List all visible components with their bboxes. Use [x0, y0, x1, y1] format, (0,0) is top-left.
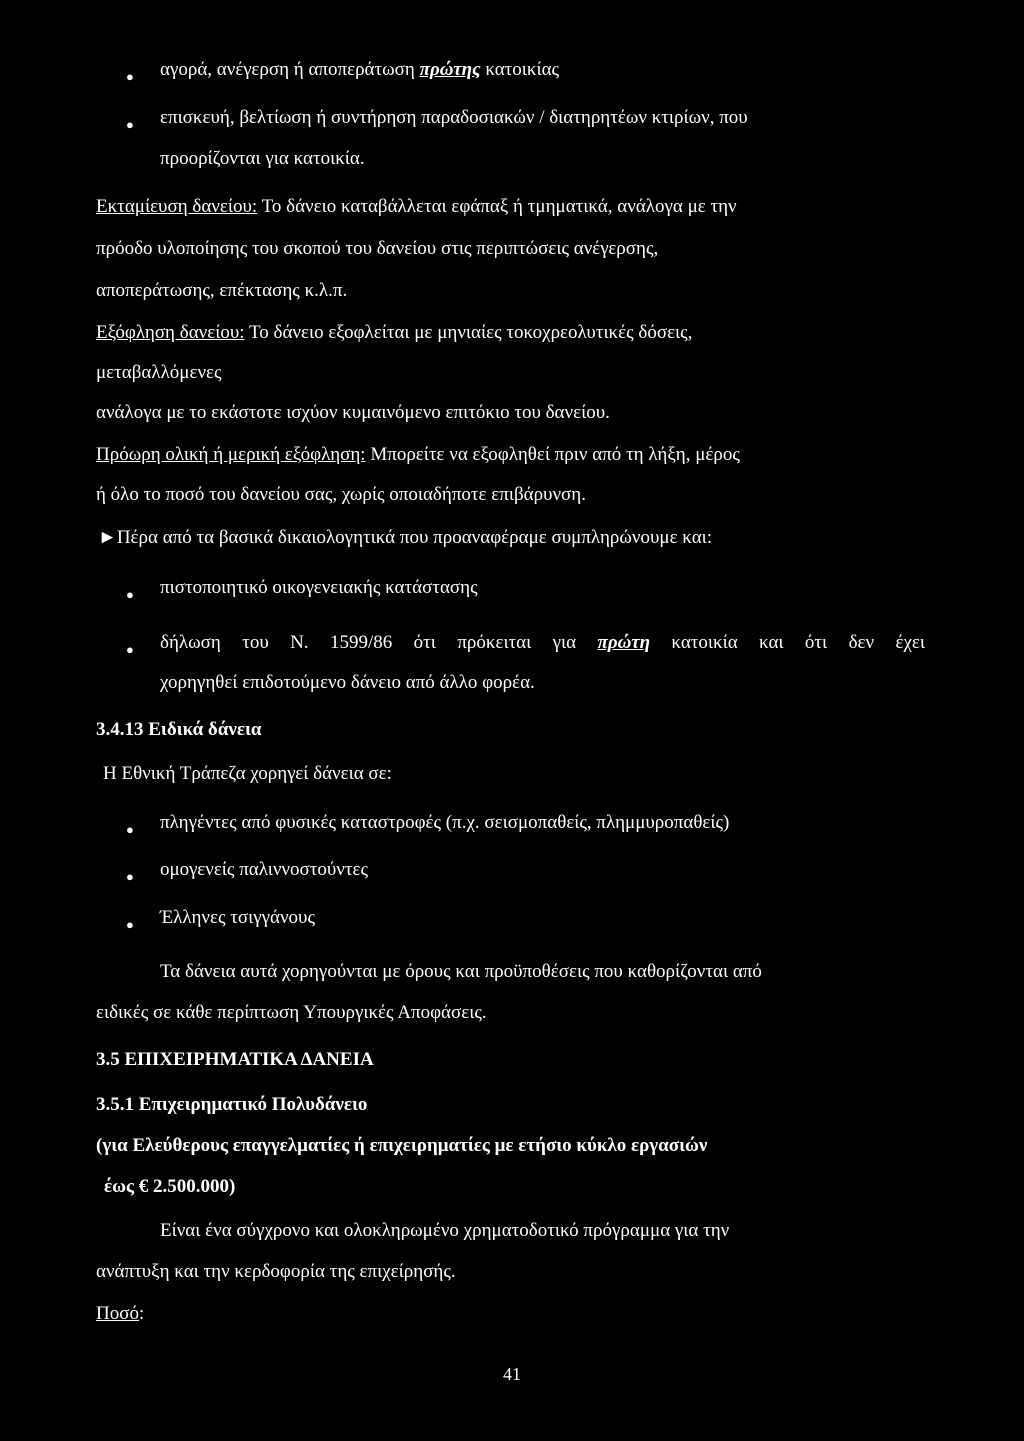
extra-documents-intro: ►Πέρα από τα βασικά δικαιολογητικά που προαναφέραμε συμπληρώνουμε και:	[98, 527, 713, 548]
page-number: 41	[503, 1364, 521, 1384]
bullet: ●	[126, 917, 134, 932]
subsection-subtitle: έως € 2.500.000)	[104, 1176, 236, 1197]
word: 1599/86	[330, 632, 393, 653]
emphasis-text: πρώτης	[419, 59, 481, 80]
bullet: ●	[126, 642, 134, 657]
bullet: ●	[126, 117, 134, 132]
disbursement-label: Εκταμίευση δανείου:	[96, 196, 258, 217]
list-item: επισκευή, βελτίωση ή συντήρηση παραδοσιακών / διατηρητέων κτιρίων, που	[160, 107, 748, 128]
word: ότι	[804, 632, 828, 653]
paragraph-line: ειδικές σε κάθε περίπτωση Υπουργικές Αποφάσεις.	[96, 1002, 487, 1023]
word: δεν	[848, 632, 875, 653]
arrow-right-icon: ►	[98, 527, 117, 548]
bullet: ●	[126, 69, 134, 84]
paragraph-line: ανάλογα με το εκάστοτε ισχύον κυμαινόμενο επιτόκιο του δανείου.	[96, 402, 610, 423]
paragraph-line: Τα δάνεια αυτά χορηγούνται με όρους και προϋποθέσεις που καθορίζονται από	[160, 961, 762, 982]
word: για	[552, 632, 577, 653]
list-item-continuation: προορίζονται για κατοικία.	[160, 148, 365, 169]
list-item: πιστοποιητικό οικογενειακής κατάστασης	[160, 577, 478, 598]
paragraph-line: αποπεράτωσης, επέκτασης κ.λ.π.	[96, 280, 348, 301]
list-item: ομογενείς παλιννοστούντες	[160, 859, 369, 880]
prepayment-paragraph: Πρόωρη ολική ή μερική εξόφληση: Μπορείτε να εξοφληθεί πριν από τη λήξη, μέρος	[96, 444, 740, 465]
word: Ν.	[290, 632, 309, 653]
word: έχει	[895, 632, 925, 653]
paragraph-line: ανάπτυξη και την κερδοφορία της επιχείρησής.	[96, 1261, 456, 1282]
list-item: Έλληνες τσιγγάνους	[160, 907, 315, 928]
subsection-heading: 3.5.1 Επιχειρηματικό Πολυδάνειο	[96, 1094, 368, 1115]
list-item-continuation: χορηγηθεί επιδοτούμενο δάνειο από άλλο φορέα.	[160, 672, 535, 693]
section-intro: Η Εθνική Τράπεζα χορηγεί δάνεια σε:	[103, 763, 392, 784]
prepayment-label: Πρόωρη ολική ή μερική εξόφληση:	[96, 444, 366, 465]
word: του	[242, 632, 269, 653]
section-heading: 3.5 ΕΠΙΧΕΙΡΗΜΑΤΙΚΑ ΔΑΝΕΙΑ	[96, 1049, 374, 1070]
repayment-label: Εξόφληση δανείου:	[96, 322, 245, 343]
word: και	[759, 632, 784, 653]
paragraph-line: μεταβαλλόμενες	[96, 362, 222, 383]
word: ότι	[413, 632, 436, 653]
amount-label: Ποσό:	[96, 1303, 145, 1324]
list-item: πληγέντες από φυσικές καταστροφές (π.χ. σεισμοπαθείς, πλημμυροπαθείς)	[160, 812, 730, 833]
subsection-subtitle: (για Ελεύθερους επαγγελματίες ή επιχειρηματίες με ετήσιο κύκλο εργασιών	[96, 1135, 708, 1156]
word: κατοικία	[671, 632, 738, 653]
list-item-justified	[160, 633, 925, 652]
bullet: ●	[126, 587, 134, 602]
list-item: αγορά, ανέγερση ή αποπεράτωση πρώτης κατοικίας	[160, 59, 560, 80]
word: δήλωση	[160, 632, 221, 653]
paragraph-line: πρόοδο υλοποίησης του σκοπού του δανείου στις περιπτώσεις ανέγερσης,	[96, 238, 659, 259]
paragraph-line: Είναι ένα σύγχρονο και ολοκληρωμένο χρηματοδοτικό πρόγραμμα για την	[160, 1220, 730, 1241]
word: πρόκειται	[457, 632, 532, 653]
repayment-paragraph: Εξόφληση δανείου: Το δάνειο εξοφλείται με μηνιαίες τοκοχρεολυτικές δόσεις,	[96, 322, 693, 343]
emphasis-text: πρώτη	[597, 632, 651, 653]
bullet: ●	[126, 869, 134, 884]
bullet: ●	[126, 822, 134, 837]
paragraph-line: ή όλο το ποσό του δανείου σας, χωρίς οποιαδήποτε επιβάρυνση.	[96, 484, 586, 505]
disbursement-paragraph: Εκταμίευση δανείου: Το δάνειο καταβάλλεται εφάπαξ ή τμηματικά, ανάλογα με την	[96, 196, 737, 217]
section-heading: 3.4.13 Ειδικά δάνεια	[96, 719, 262, 740]
